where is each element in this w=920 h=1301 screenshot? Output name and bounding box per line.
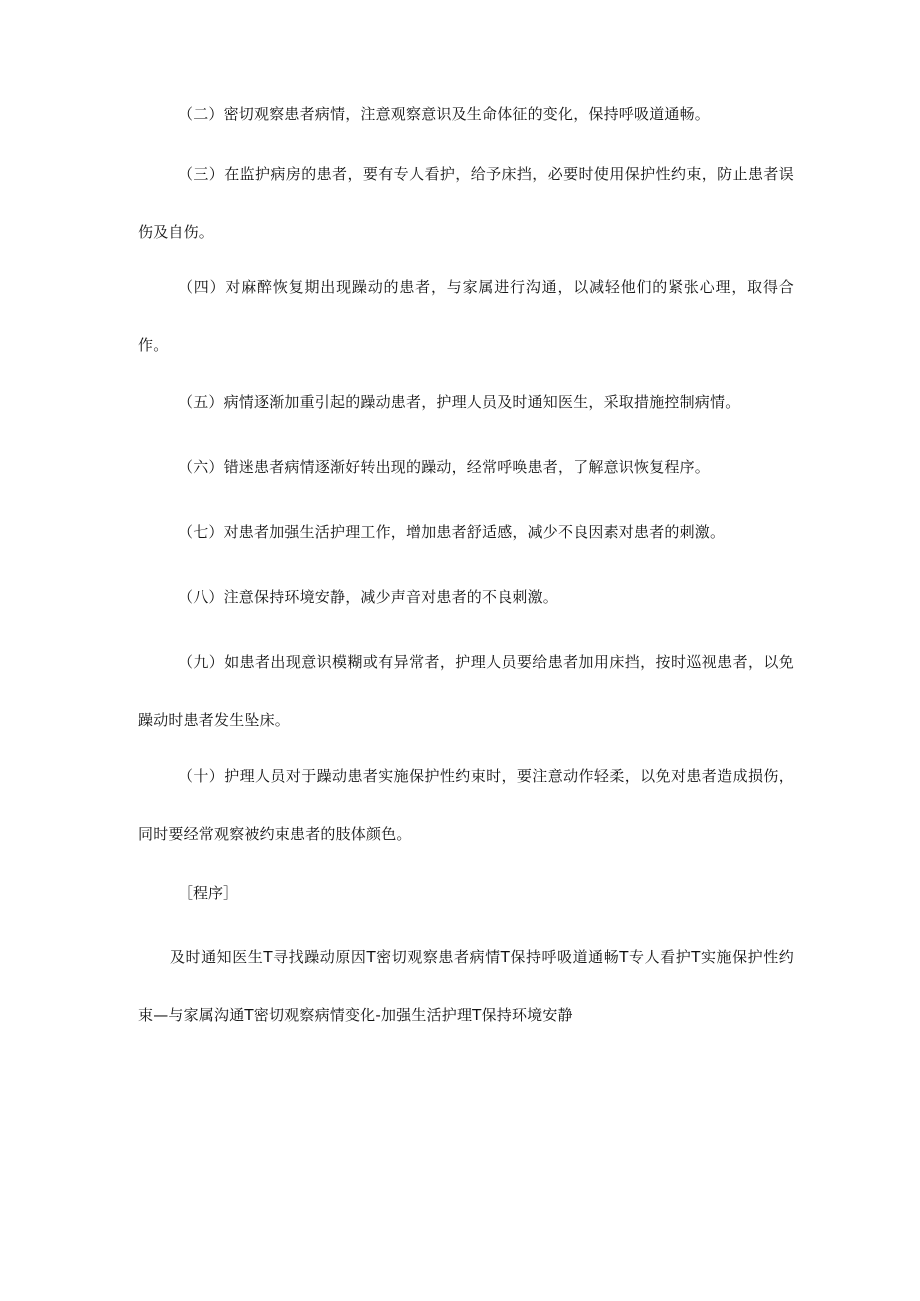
list-item-7: （七）对患者加强生活护理工作，增加患者舒适感，减少不良因素对患者的刺激。 xyxy=(178,523,726,541)
list-item-5: （五）病情逐渐加重引起的躁动患者，护理人员及时通知医生，采取措施控制病情。 xyxy=(178,393,741,411)
list-item-2: （二）密切观察患者病情，注意观察意识及生命体征的变化，保持呼吸道通畅。 xyxy=(178,105,711,123)
list-item-3: （三）在监护病房的患者，要有专人看护，给予床挡，必要时使用保护性约束，防止患者误伤及自伤。 xyxy=(138,165,794,241)
list-item-9: （九）如患者出现意识模糊或有异常者，护理人员要给患者加用床挡，按时巡视患者，以免躁动时患者发生坠床。 xyxy=(138,653,794,729)
list-item-8: （八）注意保持环境安静，减少声音对患者的不良刺激。 xyxy=(178,588,559,606)
list-item-10: （十）护理人员对于躁动患者实施保护性约束时，要注意动作轻柔，以免对患者造成损伤，同时要经常观察被约束患者的肢体颜色。 xyxy=(138,767,794,843)
procedure-text: 及时通知医生T寻找躁动原因T密切观察患者病情T保持呼吸道通畅T专人看护T实施保护性约束—与家属沟通T密切观察病情变化-加强生活护理T保持环境安静 xyxy=(138,948,794,1024)
list-item-6: （六）错迷患者病情逐渐好转出现的躁动，经常呼唤患者，了解意识恢复程序。 xyxy=(178,458,711,476)
procedure-heading: ［程序］ xyxy=(178,884,239,902)
list-item-4: （四）对麻醉恢复期出现躁动的患者，与家属进行沟通，以减轻他们的紧张心理，取得合作。 xyxy=(138,278,794,354)
